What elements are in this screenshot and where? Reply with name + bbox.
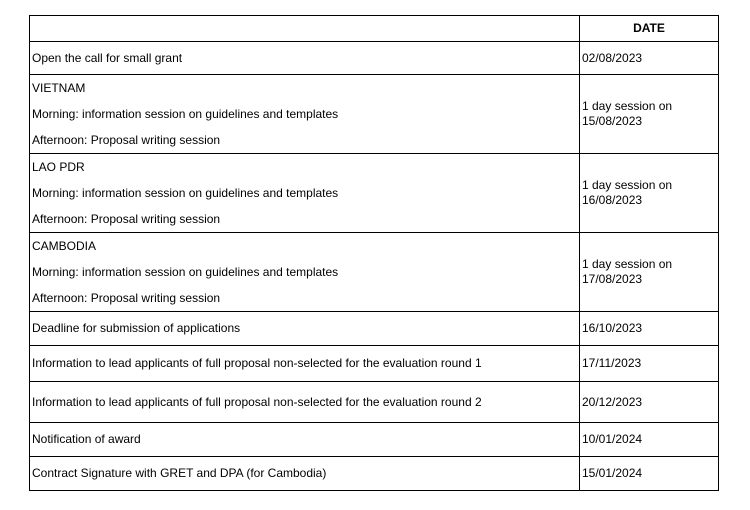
afternoon-text: Afternoon: Proposal writing session xyxy=(32,212,221,226)
activity-cell xyxy=(30,75,580,154)
activity-cell xyxy=(30,42,580,75)
date-cell: 1 day session on 15/08/2023 xyxy=(580,75,719,154)
header-activity xyxy=(30,16,580,42)
table-row xyxy=(30,423,719,457)
date-cell: 20/12/2023 xyxy=(580,382,719,423)
activity-cell xyxy=(30,382,580,423)
morning-text: Morning: information session on guidelines and templates xyxy=(32,265,339,279)
activity-text: Contract Signature with GRET and DPA (for Cambodia) xyxy=(32,466,327,480)
table-row xyxy=(30,382,719,423)
table-row xyxy=(30,233,719,312)
schedule-table xyxy=(29,15,719,491)
table-row xyxy=(30,42,719,75)
activity-cell xyxy=(30,312,580,346)
activity-cell xyxy=(30,154,580,233)
activity-cell xyxy=(30,423,580,457)
afternoon-text: Afternoon: Proposal writing session xyxy=(32,291,221,305)
table-row xyxy=(30,312,719,346)
header-row xyxy=(30,16,719,42)
country-label: VIETNAM xyxy=(32,81,86,95)
date-cell: 10/01/2024 xyxy=(580,423,719,457)
afternoon-text: Afternoon: Proposal writing session xyxy=(32,133,221,147)
header-date: DATE xyxy=(580,16,719,42)
date-cell: 1 day session on 17/08/2023 xyxy=(580,233,719,312)
morning-text: Morning: information session on guidelines and templates xyxy=(32,107,339,121)
table-row xyxy=(30,75,719,154)
table-row xyxy=(30,457,719,491)
activity-cell xyxy=(30,346,580,382)
table-row xyxy=(30,154,719,233)
table-row xyxy=(30,346,719,382)
activity-text: Notification of award xyxy=(32,432,141,446)
activity-text: Deadline for submission of applications xyxy=(32,321,241,335)
morning-text: Morning: information session on guidelines and templates xyxy=(32,186,339,200)
date-cell: 17/11/2023 xyxy=(580,346,719,382)
date-cell: 02/08/2023 xyxy=(580,42,719,75)
activity-cell xyxy=(30,457,580,491)
activity-text: Open the call for small grant xyxy=(32,50,183,65)
activity-cell xyxy=(30,233,580,312)
activity-text: Information to lead applicants of full proposal non-selected for the evaluation round 2 xyxy=(32,394,482,409)
activity-text: Information to lead applicants of full proposal non-selected for the evaluation round 1 xyxy=(32,356,482,370)
date-cell: 15/01/2024 xyxy=(580,457,719,491)
country-label: LAO PDR xyxy=(32,160,85,174)
date-cell: 1 day session on 16/08/2023 xyxy=(580,154,719,233)
country-label: CAMBODIA xyxy=(32,239,97,253)
date-cell: 16/10/2023 xyxy=(580,312,719,346)
